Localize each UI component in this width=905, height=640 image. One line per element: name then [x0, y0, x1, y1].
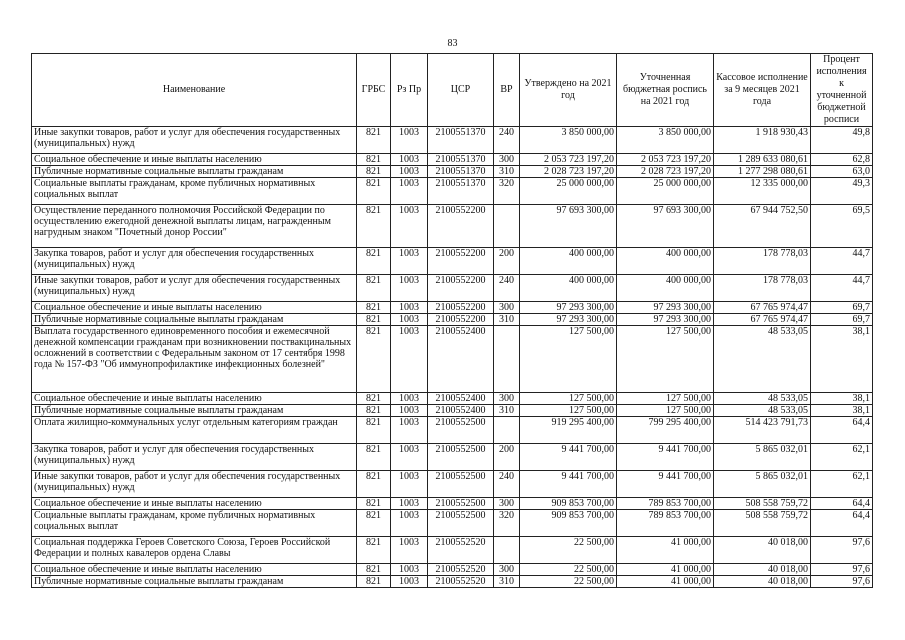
table-row [32, 444, 873, 471]
table-cell-revised: 127 500,00 [617, 326, 714, 393]
table-cell-vr: 240 [494, 127, 520, 154]
table-cell-grbs: 821 [357, 576, 391, 588]
table-cell-csr: 2100552400 [428, 393, 494, 405]
table-cell-executed: 1 277 298 080,61 [714, 166, 811, 178]
table-cell-rzpr: 1003 [391, 205, 428, 248]
column-header-name: Наименование [32, 54, 357, 127]
table-cell-csr: 2100551370 [428, 154, 494, 166]
table-cell-name: Социальное обеспечение и иные выплаты населению [32, 154, 357, 166]
table-cell-executed: 514 423 791,73 [714, 417, 811, 444]
table-cell-grbs: 821 [357, 248, 391, 275]
table-cell-approved: 127 500,00 [520, 393, 617, 405]
table-cell-grbs: 821 [357, 393, 391, 405]
table-cell-csr: 2100552200 [428, 314, 494, 326]
table-cell-vr: 240 [494, 275, 520, 302]
table-cell-percent: 64,4 [811, 417, 873, 444]
table-cell-rzpr: 1003 [391, 576, 428, 588]
table-cell-name: Социальное обеспечение и иные выплаты населению [32, 564, 357, 576]
table-cell-approved: 97 693 300,00 [520, 205, 617, 248]
table-cell-approved: 22 500,00 [520, 537, 617, 564]
table-cell-approved: 400 000,00 [520, 248, 617, 275]
table-cell-approved: 2 053 723 197,20 [520, 154, 617, 166]
table-cell-approved: 2 028 723 197,20 [520, 166, 617, 178]
table-cell-name: Социальное обеспечение и иные выплаты населению [32, 498, 357, 510]
table-cell-csr: 2100552500 [428, 471, 494, 498]
table-cell-revised: 127 500,00 [617, 405, 714, 417]
table-cell-csr: 2100552500 [428, 510, 494, 537]
table-cell-percent: 62,8 [811, 154, 873, 166]
table-cell-percent: 64,4 [811, 510, 873, 537]
table-cell-percent: 44,7 [811, 248, 873, 275]
table-row [32, 510, 873, 537]
table-cell-vr: 300 [494, 498, 520, 510]
column-header-approved: Утверждено на 2021 год [520, 54, 617, 127]
table-cell-name: Публичные нормативные социальные выплаты гражданам [32, 576, 357, 588]
table-cell-percent: 97,6 [811, 537, 873, 564]
table-cell-approved: 22 500,00 [520, 564, 617, 576]
table-row [32, 154, 873, 166]
table-cell-revised: 3 850 000,00 [617, 127, 714, 154]
table-cell-csr: 2100552520 [428, 576, 494, 588]
table-cell-vr: 310 [494, 405, 520, 417]
table-cell-grbs: 821 [357, 314, 391, 326]
table-cell-approved: 919 295 400,00 [520, 417, 617, 444]
table-cell-percent: 38,1 [811, 393, 873, 405]
table-cell-rzpr: 1003 [391, 417, 428, 444]
table-cell-approved: 127 500,00 [520, 326, 617, 393]
table-row [32, 498, 873, 510]
table-row [32, 275, 873, 302]
table-cell-rzpr: 1003 [391, 326, 428, 393]
table-cell-percent: 62,1 [811, 444, 873, 471]
table-row [32, 314, 873, 326]
table-cell-revised: 799 295 400,00 [617, 417, 714, 444]
table-cell-approved: 9 441 700,00 [520, 444, 617, 471]
table-cell-revised: 400 000,00 [617, 248, 714, 275]
table-header-row [32, 54, 873, 127]
table-cell-name: Закупка товаров, работ и услуг для обеспечения государственных (муниципальных) нужд [32, 444, 357, 471]
table-cell-revised: 97 293 300,00 [617, 302, 714, 314]
table-cell-approved: 25 000 000,00 [520, 178, 617, 205]
table-cell-vr [494, 417, 520, 444]
column-header-grbs: ГРБС [357, 54, 391, 127]
table-cell-rzpr: 1003 [391, 537, 428, 564]
table-cell-percent: 69,7 [811, 314, 873, 326]
table-row [32, 248, 873, 275]
table-cell-executed: 5 865 032,01 [714, 471, 811, 498]
table-cell-vr: 240 [494, 471, 520, 498]
table-cell-rzpr: 1003 [391, 275, 428, 302]
table-cell-csr: 2100552400 [428, 326, 494, 393]
table-row [32, 564, 873, 576]
table-cell-grbs: 821 [357, 205, 391, 248]
table-cell-rzpr: 1003 [391, 314, 428, 326]
table-cell-name: Публичные нормативные социальные выплаты гражданам [32, 314, 357, 326]
table-cell-percent: 44,7 [811, 275, 873, 302]
table-cell-rzpr: 1003 [391, 393, 428, 405]
table-cell-grbs: 821 [357, 510, 391, 537]
table-cell-approved: 97 293 300,00 [520, 314, 617, 326]
table-cell-revised: 97 293 300,00 [617, 314, 714, 326]
table-cell-grbs: 821 [357, 326, 391, 393]
table-cell-executed: 12 335 000,00 [714, 178, 811, 205]
page-number: 83 [447, 38, 458, 49]
table-cell-name: Публичные нормативные социальные выплаты гражданам [32, 405, 357, 417]
table-cell-executed: 48 533,05 [714, 393, 811, 405]
table-cell-csr: 2100552200 [428, 302, 494, 314]
table-cell-name: Иные закупки товаров, работ и услуг для обеспечения государственных (муниципальных) нужд [32, 471, 357, 498]
table-cell-percent: 69,7 [811, 302, 873, 314]
table-cell-grbs: 821 [357, 498, 391, 510]
table-cell-vr: 300 [494, 393, 520, 405]
table-cell-csr: 2100552520 [428, 537, 494, 564]
table-row [32, 205, 873, 248]
table-cell-executed: 178 778,03 [714, 275, 811, 302]
table-cell-rzpr: 1003 [391, 444, 428, 471]
table-cell-vr: 200 [494, 248, 520, 275]
table-cell-vr [494, 326, 520, 393]
table-cell-rzpr: 1003 [391, 405, 428, 417]
table-cell-revised: 789 853 700,00 [617, 498, 714, 510]
table-cell-grbs: 821 [357, 471, 391, 498]
budget-execution-table [31, 53, 873, 588]
table-cell-revised: 25 000 000,00 [617, 178, 714, 205]
table-row [32, 302, 873, 314]
table-cell-grbs: 821 [357, 444, 391, 471]
table-cell-rzpr: 1003 [391, 510, 428, 537]
column-header-revised: Уточненная бюджетная роспись на 2021 год [617, 54, 714, 127]
table-cell-approved: 909 853 700,00 [520, 510, 617, 537]
table-cell-approved: 909 853 700,00 [520, 498, 617, 510]
table-cell-executed: 1 918 930,43 [714, 127, 811, 154]
table-cell-revised: 9 441 700,00 [617, 471, 714, 498]
table-cell-revised: 2 028 723 197,20 [617, 166, 714, 178]
table-cell-revised: 2 053 723 197,20 [617, 154, 714, 166]
table-cell-vr: 310 [494, 166, 520, 178]
table-cell-percent: 97,6 [811, 576, 873, 588]
table-cell-name: Выплата государственного единовременного пособия и ежемесячной денежной компенсации гражданам при возникновении поствакцинальных осложнений в соответствии с Федеральным законом от 17 сентября 1998 года № 157-ФЗ "Об иммунопрофилактике инфекционных болезней" [32, 326, 357, 393]
table-cell-vr: 300 [494, 154, 520, 166]
table-cell-csr: 2100552200 [428, 275, 494, 302]
table-cell-vr: 320 [494, 178, 520, 205]
table-cell-executed: 1 289 633 080,61 [714, 154, 811, 166]
table-cell-percent: 63,0 [811, 166, 873, 178]
table-cell-vr: 300 [494, 302, 520, 314]
table-cell-name: Иные закупки товаров, работ и услуг для обеспечения государственных (муниципальных) нужд [32, 275, 357, 302]
table-cell-percent: 64,4 [811, 498, 873, 510]
table-cell-rzpr: 1003 [391, 564, 428, 576]
table-cell-vr: 310 [494, 314, 520, 326]
table-cell-percent: 38,1 [811, 405, 873, 417]
table-cell-csr: 2100552200 [428, 205, 494, 248]
table-cell-vr: 310 [494, 576, 520, 588]
table-row [32, 393, 873, 405]
table-cell-grbs: 821 [357, 302, 391, 314]
table-cell-name: Закупка товаров, работ и услуг для обеспечения государственных (муниципальных) нужд [32, 248, 357, 275]
table-cell-executed: 48 533,05 [714, 405, 811, 417]
table-row [32, 417, 873, 444]
table-cell-rzpr: 1003 [391, 302, 428, 314]
table-cell-name: Осуществление переданного полномочия Российской Федерации по осуществлению ежегодной денежной выплаты лицам, награжденным нагрудным знаком "Почетный донор России" [32, 205, 357, 248]
table-row [32, 405, 873, 417]
table-cell-percent: 62,1 [811, 471, 873, 498]
table-cell-executed: 40 018,00 [714, 537, 811, 564]
table-cell-executed: 178 778,03 [714, 248, 811, 275]
table-row [32, 326, 873, 393]
column-header-rzpr: Рз Пр [391, 54, 428, 127]
column-header-csr: ЦСР [428, 54, 494, 127]
table-row [32, 127, 873, 154]
table-cell-grbs: 821 [357, 417, 391, 444]
table-cell-name: Публичные нормативные социальные выплаты гражданам [32, 166, 357, 178]
column-header-executed: Кассовое исполнение за 9 месяцев 2021 года [714, 54, 811, 127]
table-cell-revised: 127 500,00 [617, 393, 714, 405]
table-cell-grbs: 821 [357, 405, 391, 417]
table-cell-revised: 789 853 700,00 [617, 510, 714, 537]
table-cell-revised: 400 000,00 [617, 275, 714, 302]
table-cell-approved: 3 850 000,00 [520, 127, 617, 154]
table-cell-executed: 508 558 759,72 [714, 510, 811, 537]
table-cell-grbs: 821 [357, 154, 391, 166]
table-cell-csr: 2100552400 [428, 405, 494, 417]
table-cell-name: Иные закупки товаров, работ и услуг для обеспечения государственных (муниципальных) нужд [32, 127, 357, 154]
table-cell-vr [494, 537, 520, 564]
table-cell-approved: 97 293 300,00 [520, 302, 617, 314]
column-header-vr: ВР [494, 54, 520, 127]
table-cell-executed: 508 558 759,72 [714, 498, 811, 510]
table-cell-csr: 2100552500 [428, 498, 494, 510]
table-cell-name: Социальная поддержка Героев Советского Союза, Героев Российской Федерации и полных кавалеров ордена Славы [32, 537, 357, 564]
table-cell-grbs: 821 [357, 178, 391, 205]
table-cell-rzpr: 1003 [391, 498, 428, 510]
table-cell-executed: 48 533,05 [714, 326, 811, 393]
table-cell-grbs: 821 [357, 564, 391, 576]
table-cell-name: Социальные выплаты гражданам, кроме публичных нормативных социальных выплат [32, 510, 357, 537]
table-cell-vr: 300 [494, 564, 520, 576]
table-row [32, 166, 873, 178]
table-cell-percent: 97,6 [811, 564, 873, 576]
table-cell-revised: 9 441 700,00 [617, 444, 714, 471]
table-cell-name: Оплата жилищно-коммунальных услуг отдельным категориям граждан [32, 417, 357, 444]
table-cell-revised: 41 000,00 [617, 564, 714, 576]
table-cell-rzpr: 1003 [391, 471, 428, 498]
table-cell-rzpr: 1003 [391, 127, 428, 154]
table-cell-percent: 38,1 [811, 326, 873, 393]
table-cell-grbs: 821 [357, 537, 391, 564]
table-row [32, 178, 873, 205]
table-cell-approved: 9 441 700,00 [520, 471, 617, 498]
table-cell-vr: 200 [494, 444, 520, 471]
table-cell-revised: 97 693 300,00 [617, 205, 714, 248]
table-cell-rzpr: 1003 [391, 166, 428, 178]
table-cell-rzpr: 1003 [391, 154, 428, 166]
table-cell-percent: 49,3 [811, 178, 873, 205]
table-cell-name: Социальное обеспечение и иные выплаты населению [32, 302, 357, 314]
table-cell-grbs: 821 [357, 166, 391, 178]
table-cell-rzpr: 1003 [391, 248, 428, 275]
table-cell-approved: 127 500,00 [520, 405, 617, 417]
table-cell-executed: 40 018,00 [714, 564, 811, 576]
table-cell-vr [494, 205, 520, 248]
table-cell-rzpr: 1003 [391, 178, 428, 205]
table-row [32, 471, 873, 498]
table-cell-vr: 320 [494, 510, 520, 537]
table-cell-name: Социальные выплаты гражданам, кроме публичных нормативных социальных выплат [32, 178, 357, 205]
table-cell-csr: 2100551370 [428, 127, 494, 154]
table-cell-executed: 67 944 752,50 [714, 205, 811, 248]
table-row [32, 576, 873, 588]
table-cell-csr: 2100552520 [428, 564, 494, 576]
table-cell-csr: 2100552500 [428, 444, 494, 471]
table-cell-percent: 49,8 [811, 127, 873, 154]
table-cell-executed: 67 765 974,47 [714, 314, 811, 326]
table-cell-approved: 400 000,00 [520, 275, 617, 302]
table-cell-csr: 2100551370 [428, 166, 494, 178]
table-cell-revised: 41 000,00 [617, 537, 714, 564]
table-cell-csr: 2100552200 [428, 248, 494, 275]
table-row [32, 537, 873, 564]
table-cell-csr: 2100552500 [428, 417, 494, 444]
table-cell-name: Социальное обеспечение и иные выплаты населению [32, 393, 357, 405]
table-cell-grbs: 821 [357, 275, 391, 302]
table-cell-executed: 5 865 032,01 [714, 444, 811, 471]
table-cell-csr: 2100551370 [428, 178, 494, 205]
column-header-percent: Процент исполнения к уточненной бюджетной росписи [811, 54, 873, 127]
table-cell-percent: 69,5 [811, 205, 873, 248]
table-cell-approved: 22 500,00 [520, 576, 617, 588]
table-cell-revised: 41 000,00 [617, 576, 714, 588]
table-cell-executed: 67 765 974,47 [714, 302, 811, 314]
table-cell-grbs: 821 [357, 127, 391, 154]
table-cell-executed: 40 018,00 [714, 576, 811, 588]
